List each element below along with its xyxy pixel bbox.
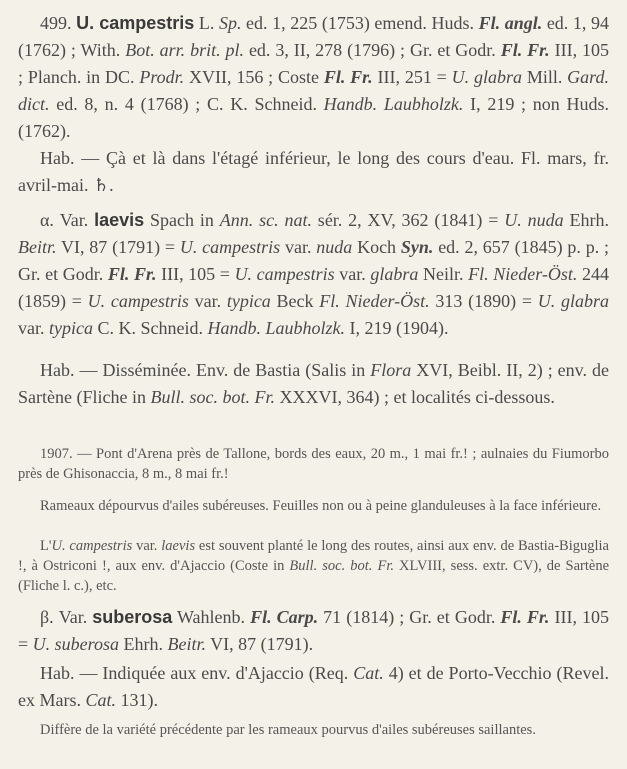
var-suberosa-habitat: Hab. — Indiquée aux env. d'Ajaccio (Req. Cat. 4) et de Porto-Vecchio (Revel. ex Mars. Cat. 131). — [18, 663, 609, 710]
observation-1907: 1907. — Pont d'Arena près de Tallone, bords des eaux, 20 m., 1 mai fr.! ; aulnaies du Fiumorbo près de Ghisonaccia, 8 m., 8 mai fr.! — [18, 446, 609, 482]
var-suberosa-name: suberosa — [92, 607, 173, 627]
var-suberosa-note: Diffère de la variété précédente par les rameaux pourvus d'ailes subéreuses saillantes. — [40, 722, 536, 738]
var-laevis-note: Rameaux dépourvus d'ailes subéreuses. Feuilles non ou à peine glanduleuses à la face inférieure. — [40, 498, 602, 514]
species-number: 499. — [40, 13, 72, 33]
species-name: U. campestris — [76, 13, 195, 33]
var-laevis-planting-note: L'U. campestris var. laevis est souvent planté le long des routes, ainsi aux env. de Bastia-Biguglia !, à Ostriconi !, aux env. d'Ajaccio (Coste in Bull. soc. bot. Fr. XLVIII, sess. extr. CV), de Sartène (Fliche l. c.), etc. — [18, 538, 610, 594]
var-laevis-name: laevis — [94, 210, 145, 230]
species-habitat: Hab. — Çà et là dans l'étagé inférieur, le long des cours d'eau. Fl. mars, fr. avril-mai. ♄. — [18, 148, 609, 195]
var-laevis-entry: α. Var. laevis Spach in Ann. sc. nat. sér. 2, XV, 362 (1841) = U. nuda Ehrh. Beitr. VI, 87 (1791) = U. campestris var. nuda Koch Syn. ed. 2, 657 (1845) p. p. ; Gr. et Godr. Fl. Fr. III, 105 = U. campestris var. glabra Neilr. Fl. Nieder-Öst. 244 (1859) = U. campestris var. typica Beck Fl. Nieder-Öst. 313 (1890) = U. glabra var. typica C. K. Schneid. Handb. Laubholzk. I, 219 (1904). — [18, 210, 610, 338]
var-suberosa-entry: β. Var. suberosa Wahlenb. Fl. Carp. 71 (1814) ; Gr. et Godr. Fl. Fr. III, 105 = U. suberosa Ehrh. Beitr. VI, 87 (1791). — [18, 607, 609, 654]
species-entry: 499. U. campestris L. Sp. ed. 1, 225 (1753) emend. Huds. Fl. angl. ed. 1, 94 (1762) ; With. Bot. arr. brit. pl. ed. 3, II, 278 (1796) ; Gr. et Godr. Fl. Fr. III, 105 ; Planch. in DC. Prodr. XVII, 156 ; Coste Fl. Fr. III, 251 = U. glabra Mill. Gard. dict. ed. 8, n. 4 (1768) ; C. K. Schneid. Handb. Laubholzk. I, 219 ; non Huds. (1762). — [18, 13, 610, 141]
var-laevis-habitat: Hab. — Disséminée. Env. de Bastia (Salis in Flora XVI, Beibl. II, 2) ; env. de Sartène (Fliche in Bull. soc. bot. Fr. XXXVI, 364) ; et localités ci-dessous. — [18, 360, 609, 407]
